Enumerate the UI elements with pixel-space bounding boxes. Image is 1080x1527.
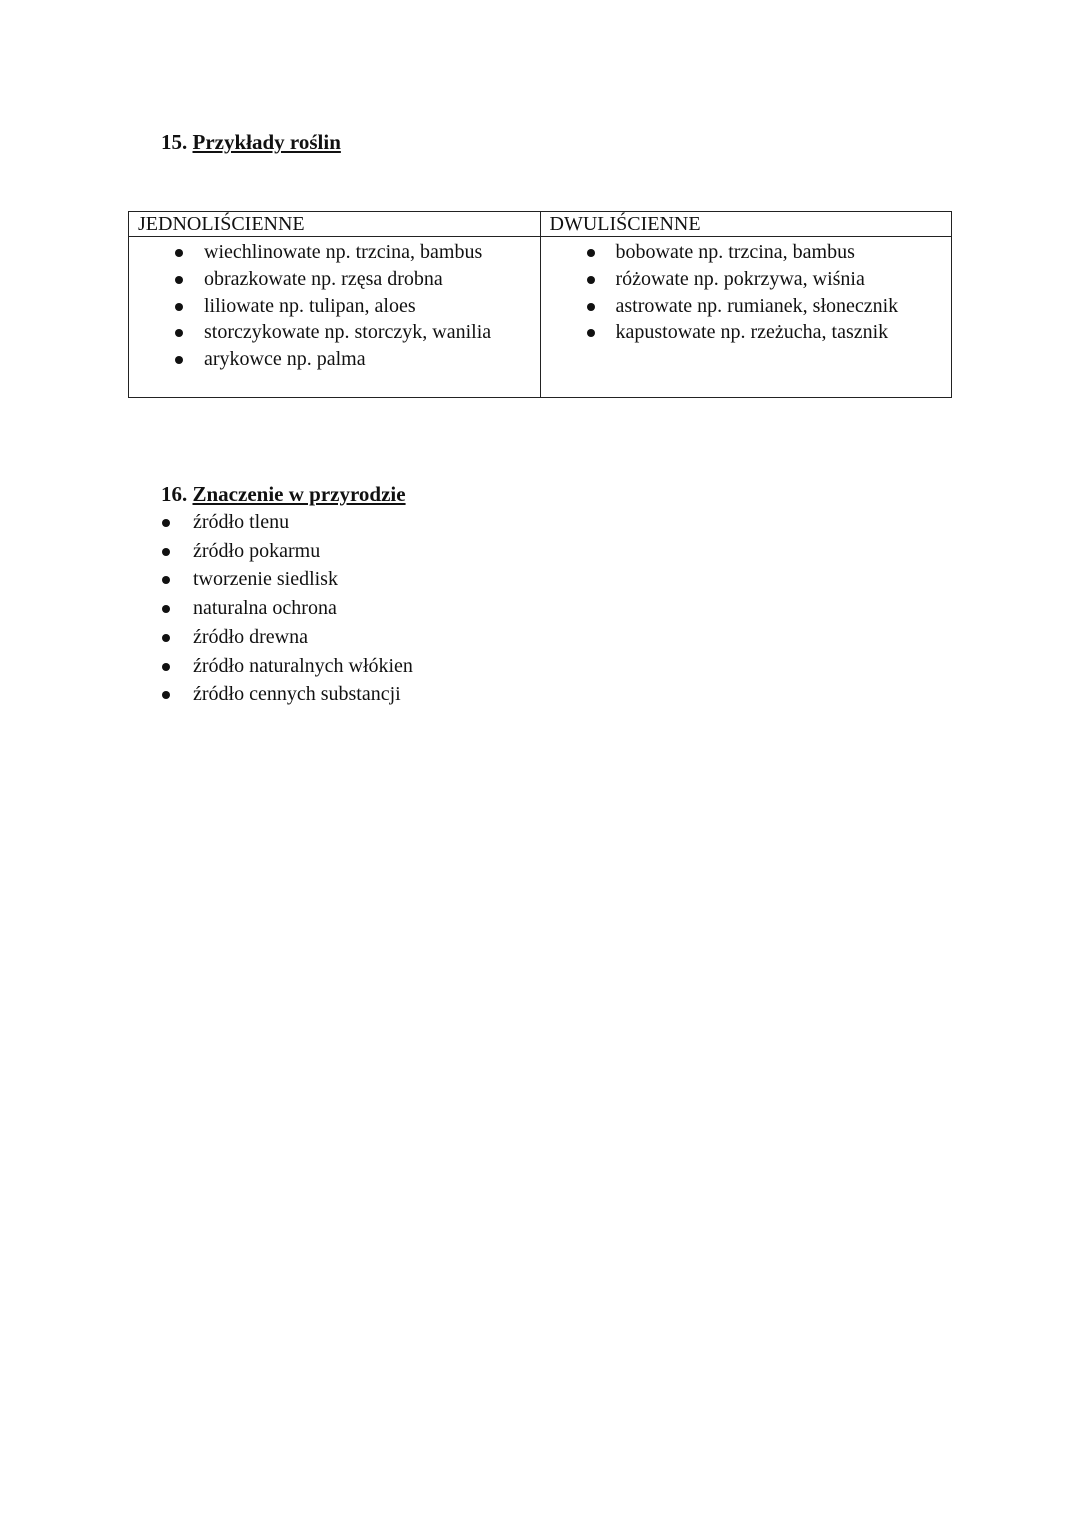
dicots-cell <box>540 237 952 398</box>
bullet-icon <box>587 276 595 284</box>
list-item <box>129 266 540 293</box>
header-dicots: DWULIŚCIENNE <box>540 212 952 237</box>
bullet-icon <box>175 356 183 364</box>
list-item-text: astrowate np. rumianek, słonecznik <box>615 294 899 317</box>
plants-table <box>128 211 952 398</box>
bullet-icon <box>587 303 595 311</box>
list-item <box>129 346 540 373</box>
section-15-number: 15. <box>161 130 188 154</box>
section-16-number: 16. <box>161 482 188 506</box>
list-item-text: źródło tlenu <box>193 511 290 533</box>
list-item <box>541 319 952 346</box>
list-item <box>129 293 540 320</box>
dicots-list <box>541 239 952 346</box>
bullet-icon <box>162 576 170 584</box>
monocots-cell <box>129 237 541 398</box>
list-item-text: źródło cennych substancji <box>193 683 401 706</box>
bullet-icon <box>162 548 170 556</box>
list-item <box>0 652 413 681</box>
list-item-text: obrazkowate np. rzęsa drobna <box>204 267 443 290</box>
list-item <box>541 293 952 320</box>
list-item <box>0 565 413 594</box>
list-item-text: naturalna ochrona <box>193 597 337 620</box>
list-item <box>0 594 413 623</box>
list-item-text: źródło pokarmu <box>193 539 321 562</box>
list-item <box>541 266 952 293</box>
bullet-icon <box>175 276 183 284</box>
section-16-heading <box>161 481 406 507</box>
section-15-heading <box>161 129 341 155</box>
table-body-row <box>129 237 952 398</box>
section-16-title: Znaczenie w przyrodzie <box>192 482 406 506</box>
bullet-icon <box>162 605 170 613</box>
list-item <box>0 508 413 537</box>
list-item-text: bobowate np. trzcina, bambus <box>615 241 855 263</box>
list-item <box>129 239 540 266</box>
list-item-text: tworzenie siedlisk <box>193 568 338 591</box>
list-item <box>129 319 540 346</box>
importance-list <box>0 508 413 709</box>
table-header-row <box>129 212 952 237</box>
list-item-text: liliowate np. tulipan, aloes <box>204 294 416 317</box>
bullet-icon <box>175 303 183 311</box>
list-item-text: kapustowate np. rzeżucha, tasznik <box>615 321 889 344</box>
bullet-icon <box>162 663 170 671</box>
bullet-icon <box>162 634 170 642</box>
list-item-text: źródło drewna <box>193 625 308 648</box>
bullet-icon <box>587 329 595 337</box>
section-15-title: Przykłady roślin <box>192 130 341 154</box>
header-monocots: JEDNOLIŚCIENNE <box>129 212 541 237</box>
bullet-icon <box>162 519 170 527</box>
bullet-icon <box>175 249 183 257</box>
list-item <box>0 680 413 709</box>
bullet-icon <box>587 249 595 257</box>
bullet-icon <box>175 329 183 337</box>
list-item-text: arykowce np. palma <box>204 348 366 371</box>
list-item-text: źródło naturalnych włókien <box>193 654 413 677</box>
list-item <box>0 537 413 566</box>
monocots-list <box>129 239 540 373</box>
list-item-text: storczykowate np. storczyk, wanilia <box>204 321 492 344</box>
list-item <box>0 623 413 652</box>
bullet-icon <box>162 691 170 699</box>
list-item-text: różowate np. pokrzywa, wiśnia <box>615 267 865 290</box>
list-item <box>541 239 952 266</box>
list-item-text: wiechlinowate np. trzcina, bambus <box>204 241 483 263</box>
